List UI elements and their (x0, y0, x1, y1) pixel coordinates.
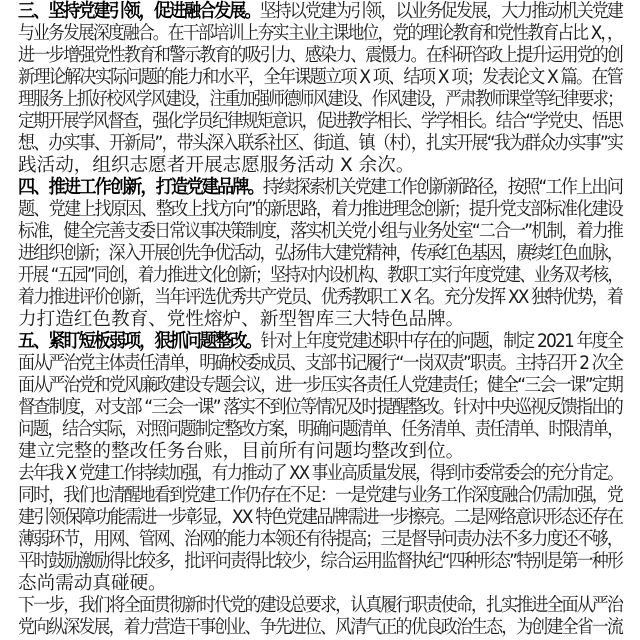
section-heading-line (18, 177, 622, 199)
paragraph-text: 去年我 X 党建工作持续加强，有力推动了 XX 事业高质量发展，得到市委常委会的充分肯定。 (18, 463, 622, 484)
paragraph-text: 进一步增强党性教育和警示教育的吸引力、感染力、震慑力。在科研咨政上提升运用党的创 (18, 45, 622, 66)
text-line (18, 45, 622, 67)
text-line (18, 287, 622, 309)
text-line (18, 551, 622, 573)
paragraph-text: 着力推进评价创新，当年评选优秀共产党员、优秀教职工 X 名。充分发挥 XX 独特优势，着 (18, 287, 622, 308)
paragraph-text: 开展 “五园”同创，着力推进文化创新；坚持对内设机构、教职工实行年度党建、业务双考核， (18, 265, 622, 286)
section-heading-line (18, 1, 622, 23)
text-line (18, 375, 622, 397)
paragraph-text: 督查制度，对支部 “三会一课” 落实不到位等情况及时提醒整改。针对中央巡视反馈指出的 (18, 397, 622, 418)
text-line (18, 155, 622, 177)
section-heading: 三、坚持党建引领，促进融合发展。 (18, 1, 260, 22)
text-line (18, 67, 622, 89)
text-line (18, 133, 622, 155)
paragraph-text: 践活动，组织志愿者开展志愿服务活动 X 余次。 (18, 155, 415, 176)
paragraph-text: 与业务发展深度融合。在干部培训上夯实主业主课地位，党的理论教育和党性教育占比 X，， (18, 23, 622, 44)
paragraph-text: 建立完整的整改任务台账，目前所有问题均整改到位。 (18, 441, 465, 462)
paragraph-text: 力打造红色教育、党性熔炉、新型智库三大特色品牌。 (18, 309, 465, 330)
text-line (18, 397, 622, 419)
text-line (18, 463, 622, 485)
paragraph-text: 薄弱环节，用网、管网、治网的能力本领还有待提高；三是督导问责办法不多力度还不够， (18, 529, 622, 550)
paragraph-text: 标准，健全完善支委日常议事决策制度，落实机关党小组与业务处室“二合一”机制，着力推 (18, 221, 622, 242)
text-line (18, 595, 622, 617)
paragraph-text: 面从严治党和党风廉政建设专题会议，进一步压实各责任人党建责任；健全“三会一课”定期 (18, 375, 622, 396)
paragraph-text: 题、党建上找原因、整改上找方向”的新思路，着力推进理念创新；提升党支部标准化建设 (18, 199, 622, 220)
text-line (18, 441, 622, 463)
section-heading: 四、推进工作创新，打造党建品牌。 (18, 177, 263, 198)
paragraph-text: 党向纵深发展，着力营造干事创业、争先进位、风清气正的优良政治生态，为创建全省一流 (18, 617, 622, 638)
text-line (18, 353, 622, 375)
text-line (18, 243, 622, 265)
paragraph-text: 下一步，我们将全面贯彻新时代党的建设总要求，认真履行职责使命，扎实推进全面从严治 (18, 595, 622, 616)
paragraph-text: 持续探索机关党建工作创新新路径，按照“工作上出问 (262, 177, 622, 198)
paragraph-text: 想、办实事、开新局”，带头深入联系社区、街道、镇（村），扎实开展“我为群众办实事”实 (18, 133, 622, 154)
document-body (18, 1, 622, 639)
paragraph-text: 理服务上抓好校风学风建设，注重加强师德师风建设、作风建设，严肃教师课堂等纪律要求； (18, 89, 622, 110)
text-line (18, 111, 622, 133)
text-line (18, 221, 622, 243)
text-line (18, 419, 622, 441)
text-line (18, 617, 622, 639)
text-line (18, 199, 622, 221)
text-line (18, 309, 622, 331)
text-line (18, 529, 622, 551)
paragraph-text: 面从严治党主体责任清单，明确校委成员、支部书记履行“一岗双责”职责。主持召开 2 次全 (18, 353, 622, 374)
text-line (18, 265, 622, 287)
text-line (18, 23, 622, 45)
text-line (18, 573, 622, 595)
paragraph-text: 平时鼓励激励得比较多，批评问责得比较少，综合运用监督执纪“四种形态”特别是第一种形 (18, 551, 622, 572)
text-line (18, 485, 622, 507)
paragraph-text: 针对上年度党建述职中存在的问题，制定 2021 年度全 (260, 331, 622, 352)
paragraph-text: 坚持以党建为引领，以业务促发展，大力推动机关党建 (259, 1, 622, 22)
text-line (18, 89, 622, 111)
section-heading: 五、紧盯短板弱项，狠抓问题整改。 (18, 331, 261, 352)
paragraph-text: 问题，结合实际，对照问题制定整改方案，明确问题清单、任务清单、责任清单、时限清单， (18, 419, 622, 440)
paragraph-text: 态尚需动真碰硬。 (18, 573, 167, 594)
section-heading-line (18, 331, 622, 353)
paragraph-text: 新理论解决实际问题的能力和水平，全年课题立项 X 项、结项 X 项；发表论文 X 篇。在管 (18, 67, 622, 88)
paragraph-text: 定期开展学风督查，强化学员纪律规矩意识，促进教学相长、学学相长。结合“学党史、悟思 (18, 111, 622, 132)
paragraph-text: 建引领保障功能需进一步彰显，XX 特色党建品牌需进一步擦亮。二是网络意识形态还存在 (18, 507, 622, 528)
paragraph-text: 进组织创新；深入开展创先争优活动，弘扬伟大建党精神，传承红色基因，赓续红色血脉， (18, 243, 622, 264)
text-line (18, 507, 622, 529)
paragraph-text: 同时，我们也清醒地看到党建工作仍存在不足：一是党建与业务工作深度融合仍需加强，党 (18, 485, 622, 506)
